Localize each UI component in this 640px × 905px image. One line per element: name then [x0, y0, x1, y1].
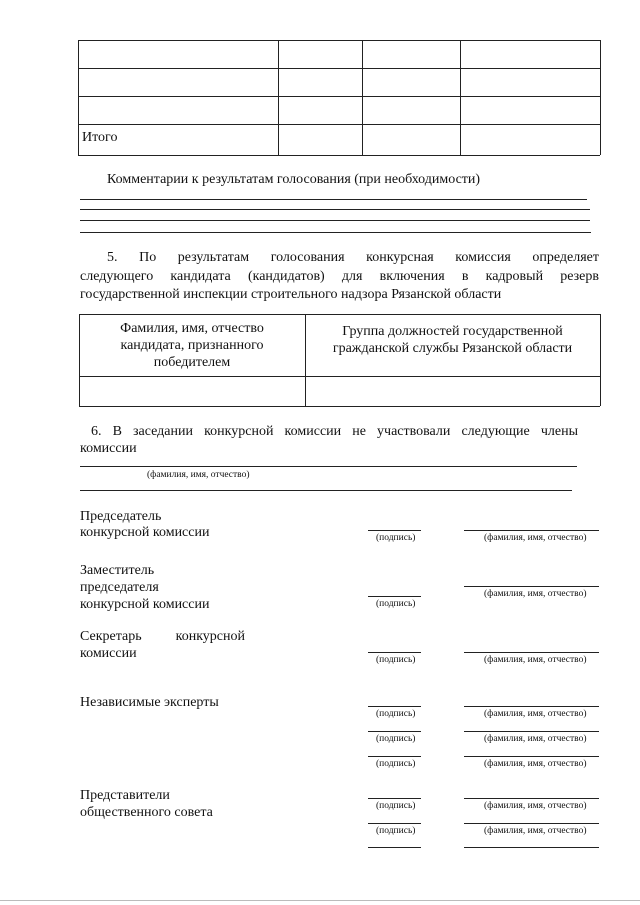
signature-line	[368, 596, 421, 597]
table-rule	[460, 40, 461, 155]
absent-member-line	[80, 490, 572, 491]
signature-line	[368, 756, 421, 757]
section-6-line-1: 6. В заседании конкурсной комиссии не участвовали следующие члены	[91, 424, 578, 439]
comment-line	[80, 220, 590, 221]
table-rule	[600, 314, 601, 406]
table-rule	[78, 124, 600, 125]
signature-line	[368, 823, 421, 824]
secretary-word: конкурсной	[175, 629, 245, 644]
fio-caption: (фамилия, имя, отчество)	[484, 826, 587, 836]
signature-caption: (подпись)	[376, 533, 416, 543]
section-5-line-2: следующего кандидата (кандидатов) для включения в кадровый резерв	[80, 269, 599, 284]
experts-label: Независимые эксперты	[80, 695, 219, 710]
table-rule	[78, 40, 600, 41]
header-line: Группа должностей государственной	[342, 324, 563, 339]
fio-line	[464, 731, 599, 732]
chairman-line-1: Председатель	[80, 509, 162, 524]
table-rule	[278, 40, 279, 155]
signature-line	[368, 706, 421, 707]
signature-line	[368, 798, 421, 799]
fio-caption: (фамилия, имя, отчество)	[484, 533, 587, 543]
table-rule	[78, 96, 600, 97]
fio-line	[464, 586, 599, 587]
table-rule	[79, 314, 600, 315]
fio-caption: (фамилия, имя, отчество)	[484, 759, 587, 769]
fio-line	[464, 652, 599, 653]
signature-caption: (подпись)	[376, 826, 416, 836]
table-rule	[79, 376, 600, 377]
deputy-line-1: Заместитель	[80, 563, 155, 578]
fio-line	[464, 798, 599, 799]
comment-line	[80, 199, 587, 200]
fio-caption: (фамилия, имя, отчество)	[484, 589, 587, 599]
table-rule	[600, 40, 601, 155]
fio-caption: (фамилия, имя, отчество)	[484, 709, 587, 719]
signature-caption: (подпись)	[376, 709, 416, 719]
deputy-line-3: конкурсной комиссии	[80, 597, 210, 612]
secretary-line-2: комиссии	[80, 646, 137, 661]
winner-fio-header	[79, 320, 305, 371]
absent-fio-caption: (фамилия, имя, отчество)	[147, 470, 250, 480]
comments-title: Комментарии к результатам голосования (при необходимости)	[107, 172, 481, 187]
fio-line	[464, 847, 599, 848]
signature-caption: (подпись)	[376, 759, 416, 769]
fio-line	[464, 756, 599, 757]
fio-line	[464, 706, 599, 707]
signature-caption: (подпись)	[376, 734, 416, 744]
table-rule	[362, 40, 363, 155]
signature-line	[368, 731, 421, 732]
header-line: гражданской службы Рязанской области	[332, 341, 573, 356]
fio-caption: (фамилия, имя, отчество)	[484, 801, 587, 811]
fio-line	[464, 530, 599, 531]
fio-caption: (фамилия, имя, отчество)	[484, 734, 587, 744]
table-rule	[78, 68, 600, 69]
public-council-line-1: Представители	[80, 788, 170, 803]
signature-line	[368, 652, 421, 653]
signature-line	[368, 847, 421, 848]
fio-caption: (фамилия, имя, отчество)	[484, 655, 587, 665]
table-rule	[79, 406, 600, 407]
position-group-header	[305, 323, 600, 357]
deputy-line-2: председателя	[80, 580, 159, 595]
page-edge	[0, 900, 640, 901]
section-6-line-2: комиссии	[80, 441, 137, 456]
header-line: Фамилия, имя, отчество	[120, 321, 264, 336]
total-row-label: Итого	[82, 130, 118, 145]
signature-caption: (подпись)	[376, 655, 416, 665]
header-line: победителем	[153, 355, 231, 370]
table-rule	[78, 40, 79, 155]
secretary-line-1	[80, 628, 245, 645]
signature-caption: (подпись)	[376, 801, 416, 811]
header-line: кандидата, признанного	[120, 338, 264, 353]
table-rule	[78, 155, 600, 156]
signature-line	[368, 530, 421, 531]
comment-line	[80, 232, 591, 233]
comment-line	[80, 209, 590, 210]
signature-caption: (подпись)	[376, 599, 416, 609]
section-5-line-1: 5. По результатам голосования конкурсная комиссия определяет	[107, 250, 599, 265]
secretary-word: Секретарь	[80, 629, 142, 644]
public-council-line-2: общественного совета	[80, 805, 213, 820]
section-5-line-3: государственной инспекции строительного надзора Рязанской области	[80, 287, 502, 302]
chairman-line-2: конкурсной комиссии	[80, 525, 210, 540]
fio-line	[464, 823, 599, 824]
absent-member-line	[80, 466, 577, 467]
